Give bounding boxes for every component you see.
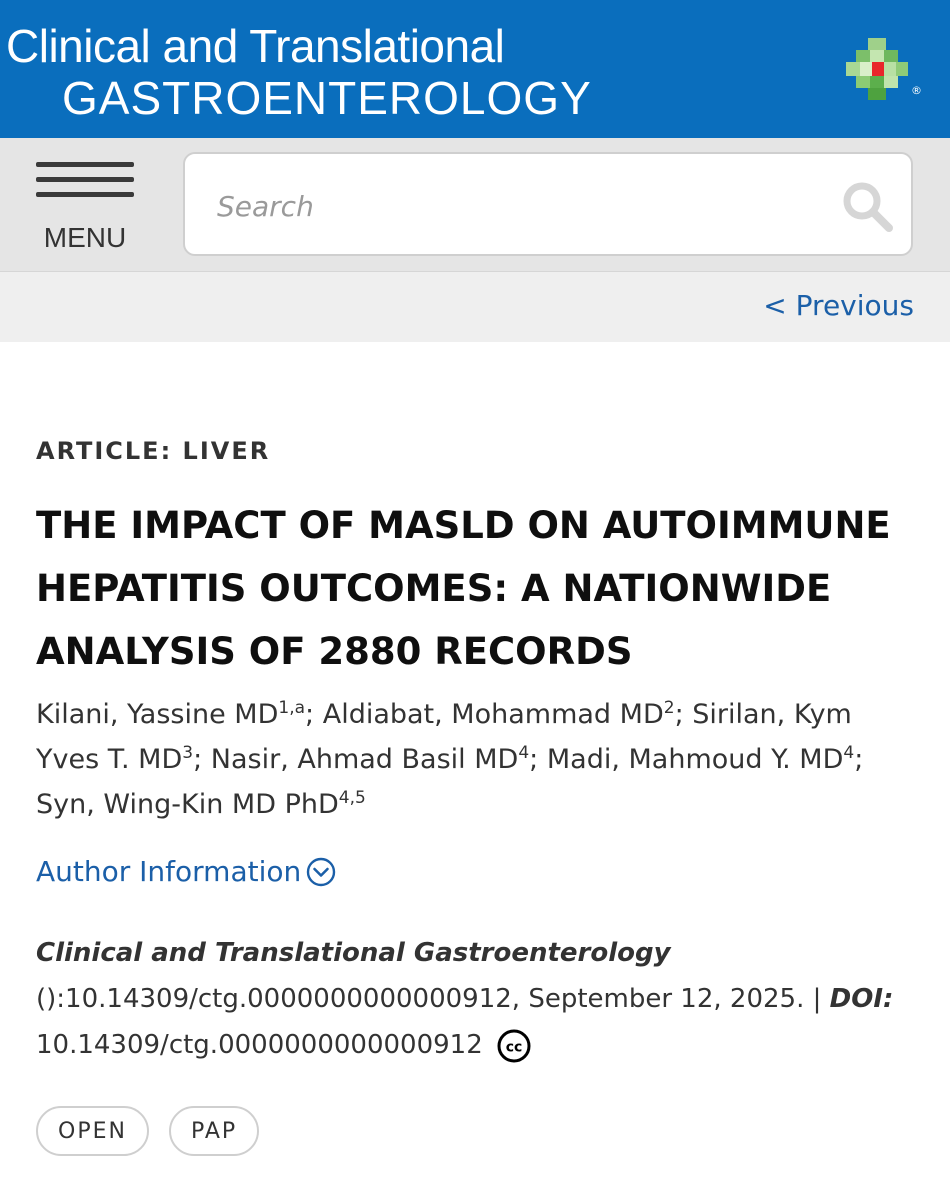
author-name[interactable]: Sirilan, Kym Yves T. MD [36, 699, 852, 775]
author-information-toggle[interactable] [36, 855, 337, 888]
article-section-label: ARTICLE: LIVER [36, 437, 271, 465]
author-separator: ; [529, 744, 547, 775]
author-name[interactable]: Syn, Wing-Kin MD PhD [36, 789, 339, 820]
author-affiliation: 1,a [278, 698, 306, 718]
article-nav [0, 272, 950, 342]
author-affiliation: 4 [518, 743, 530, 763]
author-separator: ; [193, 744, 211, 775]
doi-value[interactable]: 10.14309/ctg.0000000000000912 [36, 1030, 483, 1060]
journal-title-line1[interactable]: Clinical and Translational [6, 20, 505, 72]
hamburger-icon-bar [36, 177, 134, 182]
svg-text:cc: cc [505, 1039, 523, 1055]
menu-button[interactable] [30, 160, 140, 260]
author-list [36, 692, 916, 827]
citation-journal-name: Clinical and Translational Gastroenterology [36, 938, 671, 968]
author-name[interactable]: Nasir, Ahmad Basil MD [210, 744, 519, 775]
author-name[interactable]: Madi, Mahmoud Y. MD [546, 744, 844, 775]
author-name[interactable]: Kilani, Yassine MD [36, 699, 279, 730]
author-affiliation: 3 [182, 743, 194, 763]
citation-block [36, 930, 916, 1068]
author-affiliation: 4,5 [338, 788, 366, 808]
author-separator: ; [305, 699, 323, 730]
author-information-label: Author Information [36, 855, 302, 888]
wolters-kluwer-logo-icon[interactable] [846, 38, 908, 100]
hamburger-icon-bar [36, 192, 134, 197]
author-separator: ; [674, 699, 693, 730]
open-badge[interactable]: OPEN [36, 1106, 149, 1156]
author-name[interactable]: Aldiabat, Mohammad MD [322, 699, 664, 730]
article-title: THE IMPACT OF MASLD ON AUTOIMMUNE HEPATITIS OUTCOMES: A NATIONWIDE ANALYSIS OF 2880 RECORDS [36, 504, 891, 673]
registered-mark: ® [911, 84, 922, 97]
journal-title-line2[interactable]: GASTROENTEROLOGY [62, 72, 592, 124]
hamburger-icon [36, 162, 134, 167]
previous-article-link[interactable]: < Previous [763, 289, 914, 322]
search-box[interactable] [183, 152, 913, 256]
search-icon[interactable] [839, 178, 895, 234]
author-affiliation: 4 [843, 743, 855, 763]
author-affiliation: 2 [663, 698, 675, 718]
chevron-down-circle-icon [305, 856, 337, 888]
pap-badge[interactable]: PAP [169, 1106, 259, 1156]
journal-header [0, 0, 950, 138]
badge-list [36, 1106, 259, 1156]
creative-commons-icon[interactable] [497, 1029, 531, 1063]
doi-label: DOI: [829, 984, 894, 1014]
search-input[interactable] [217, 182, 817, 230]
citation-details: ():10.14309/ctg.0000000000000912, September 12, 2025. | [36, 984, 830, 1014]
menu-label: MENU [43, 222, 127, 253]
toolbar [0, 138, 950, 272]
author-separator: ; [854, 744, 864, 775]
